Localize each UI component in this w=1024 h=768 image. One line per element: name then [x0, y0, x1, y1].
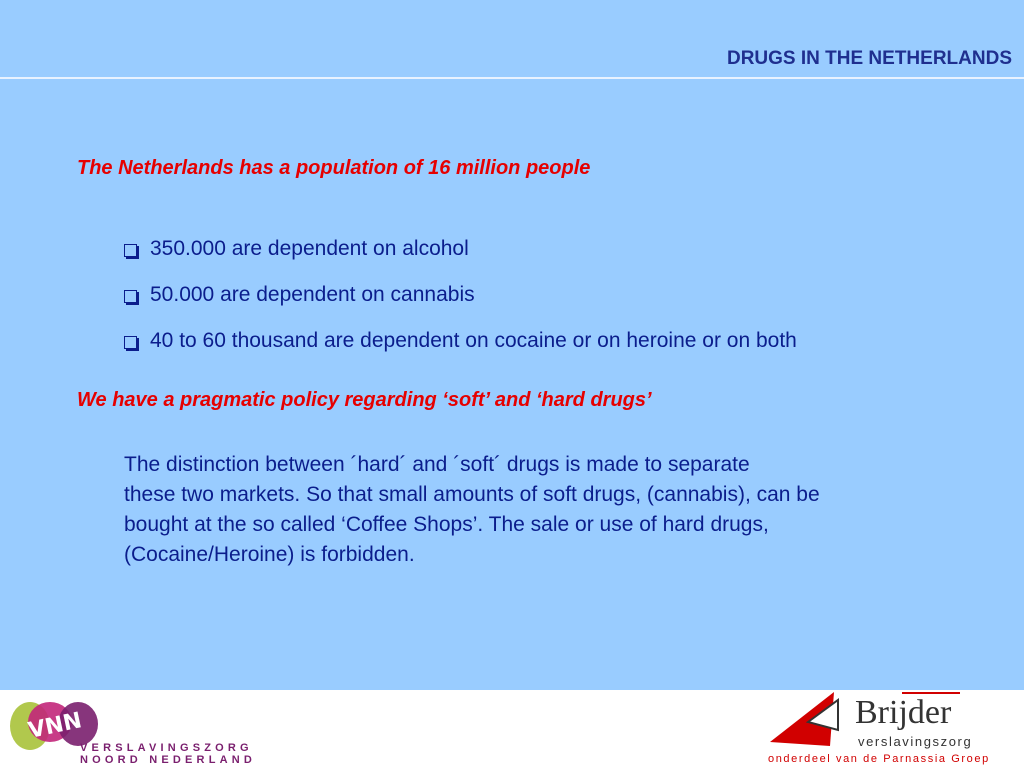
- population-heading: The Netherlands has a population of 16 million people: [77, 157, 591, 179]
- brijder-parent: onderdeel van de Parnassia Groep: [768, 753, 990, 765]
- list-item: [124, 272, 797, 318]
- checkbox-bullet-icon: [124, 290, 137, 303]
- checkbox-bullet-icon: [124, 244, 137, 257]
- footer: [0, 690, 1024, 768]
- list-item-text: 40 to 60 thousand are dependent on cocaine or on heroine or on both: [150, 329, 797, 352]
- list-item-text: 50.000 are dependent on cannabis: [150, 283, 475, 306]
- vnn-line-1: VERSLAVINGSZORG: [80, 742, 253, 754]
- checkbox-bullet-icon: [124, 336, 137, 349]
- dependency-list: [124, 226, 797, 364]
- title-divider: [0, 77, 1024, 79]
- brijder-subtitle: verslavingszorg: [858, 734, 973, 749]
- list-item: [124, 318, 797, 364]
- paragraph-line: these two markets. So that small amounts of soft drugs, (cannabis), can be: [124, 483, 820, 506]
- paragraph-line: The distinction between ´hard´ and ´soft´ drugs is made to separate: [124, 453, 750, 476]
- policy-heading: We have a pragmatic policy regarding ‘soft’ and ‘hard drugs’: [77, 389, 652, 411]
- paragraph-line: (Cocaine/Heroine) is forbidden.: [124, 543, 415, 566]
- list-item-text: 350.000 are dependent on alcohol: [150, 237, 469, 260]
- brijder-arrow-icon: [768, 690, 848, 750]
- vnn-logo-text: VNN: [26, 708, 85, 744]
- brijder-name: Brijder: [855, 694, 952, 731]
- paragraph-line: bought at the so called ‘Coffee Shops’. The sale or use of hard drugs,: [124, 513, 769, 536]
- list-item: [124, 226, 797, 272]
- policy-paragraph: [124, 450, 1004, 570]
- slide-title: DRUGS IN THE NETHERLANDS: [726, 48, 1012, 69]
- vnn-line-2: NOORD NEDERLAND: [80, 754, 257, 766]
